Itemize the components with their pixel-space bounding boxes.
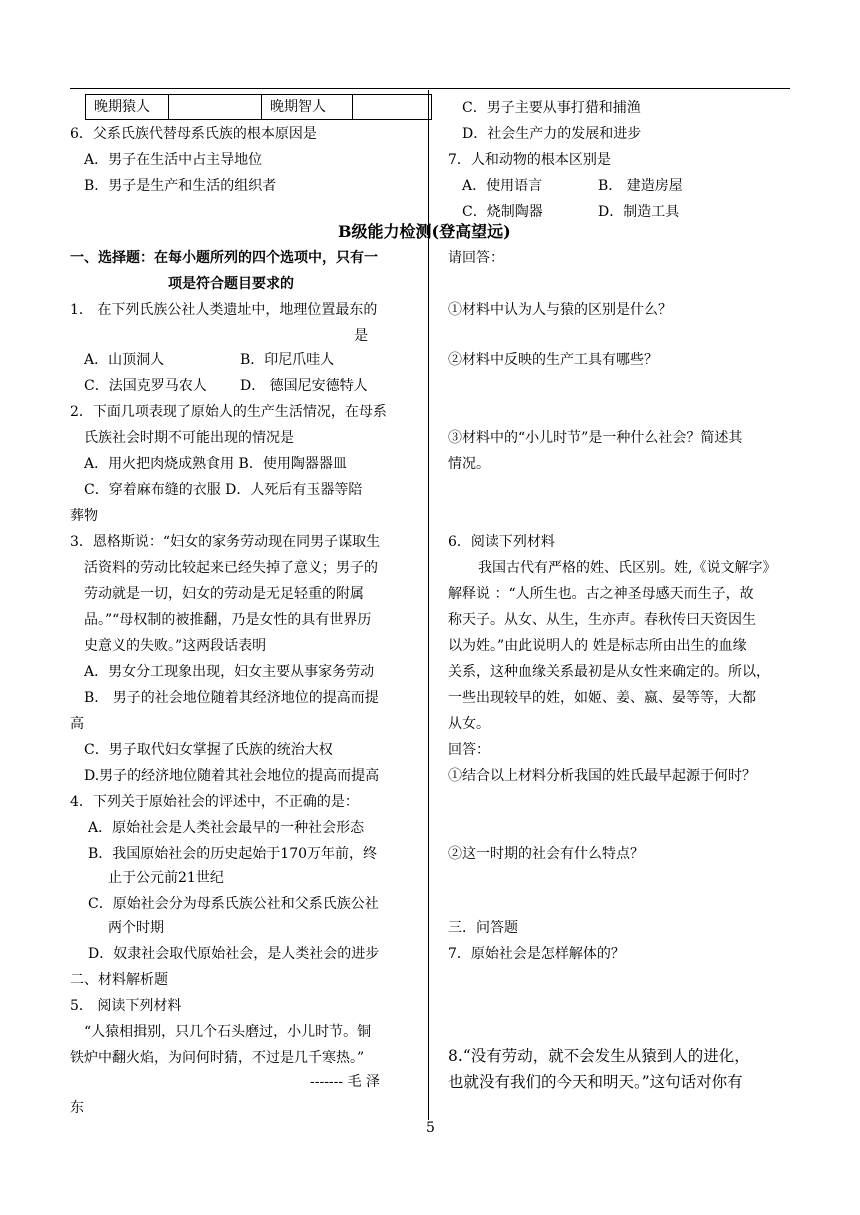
section-heading-2: 二、材料解析题 [70,972,168,988]
table-cell: 晚期猿人 [86,95,169,120]
option-b-cont: 止于公元前21世纪 [108,870,224,886]
option-a: A．原始社会是人类社会最早的一种社会形态 [88,820,365,836]
question-2-cont: 氏族社会时期不可能出现的情况是 [84,430,294,446]
option-a: A．男子在生活中占主导地位 [84,152,263,168]
question-6-2: ②这一时期的社会有什么特点？ [448,846,644,862]
section-title: B级能力检测(登高望远) [338,222,511,241]
option-a: A．山顶洞人 [84,352,165,368]
column-divider [428,90,429,1120]
option-c: C．原始社会分为母系氏族公社和父系氏族公社 [88,896,379,912]
option-b: B． 建造房屋 [598,178,683,194]
question-5-2: ②材料中反映的生产工具有哪些？ [448,352,658,368]
poem-signature: ------- 毛 泽 [310,1074,381,1090]
question-4: 4．下列关于原始社会的评述中，不正确的是： [70,794,359,810]
material-line: 称天子。从女、从生，生亦声。春秋传曰天资因生 [448,612,756,628]
options-cd-cont: 葬物 [70,508,98,524]
question-6-1: ①结合以上材料分析我国的姓氏最早起源于何时？ [448,768,756,784]
option-b: B．我国原始社会的历史起始于170万年前，终 [88,846,378,862]
option-b: B． 男子的社会地位随着其经济地位的提高而提 [84,690,379,706]
poem-line: “人猿相揖别，只几个石头磨过，小儿时节。铜 [84,1024,372,1040]
material-line: 解释说 ：“人所生也。古之神圣母感天而生子，故 [448,586,754,602]
table-cell: 晚期智人 [262,95,353,120]
option-b: B．印尼爪哇人 [240,352,335,368]
material-line: 关系，这种血缘关系最初是从女性来确定的。所以， [448,664,770,680]
poem-line: 铁炉中翻火焰，为问何时猜，不过是几千寒热。” [70,1050,365,1066]
option-b: B．男子是生产和生活的组织者 [84,178,277,194]
header-rule [70,88,790,89]
question-7: 7．人和动物的根本区别是 [448,152,611,168]
question-3-line: 品。”“母权制的被推翻，乃是女性的具有世界历 [84,612,372,628]
options-cd: C．穿着麻布缝的衣服 D．人死后有玉器等陪 [84,482,363,498]
question-3-line: 劳动就是一切，妇女的劳动是无足轻重的附属 [84,586,364,602]
prompt: 请回答： [448,250,504,266]
material-line: 我国古代有严格的姓、氏区别。姓,《说文解字》 [478,560,777,576]
question-6: 6．父系氏族代替母系氏族的根本原因是 [70,126,317,142]
poem-signature-cont: 东 [70,1100,84,1116]
question-5-3-cont: 情况。 [448,456,490,472]
section-heading: 一、选择题：在每小题所列的四个选项中，只有一 [70,250,378,266]
answer-label: 回答： [448,742,490,758]
options-ab: A．用火把肉烧成熟食用 B．使用陶器器皿 [84,456,347,472]
option-d: D．社会生产力的发展和进步 [462,126,642,142]
option-b-cont: 高 [70,716,84,732]
section-heading-3: 三．问答题 [448,920,518,936]
question-8: 8.“没有劳动，就不会发生从猿到人的进化， [448,1047,750,1065]
material-line: 以为姓。”由此说明人的 姓是标志所由出生的血缘 [448,638,747,654]
section-heading-cont: 项是符合题目要求的 [168,276,294,292]
option-a: A．使用语言 [462,178,543,194]
material-line: 一些出现较早的姓，如姬、姜、嬴、晏等等，大都 [448,690,756,706]
option-d: D．奴隶社会取代原始社会，是人类社会的进步 [88,946,380,962]
question-3-line: 史意义的失败。”这两段话表明 [84,638,267,654]
question-2: 2．下面几项表现了原始人的生产生活情况，在母系 [70,404,387,420]
question-5-3: ③材料中的“小儿时节”是一种什么社会？简述其 [448,430,743,446]
option-d: D．制造工具 [598,204,680,220]
option-c-cont: 两个时期 [108,920,164,936]
question-6: 6．阅读下列材料 [448,534,555,550]
question-8-cont: 也就没有我们的今天和明天。”这句话对你有 [448,1073,743,1091]
question-3: 3．恩格斯说：“妇女的家务劳动现在同男子谋取生 [70,534,381,550]
top-table [85,94,432,120]
material-line: 从女。 [448,716,490,732]
table-cell [169,95,262,120]
option-c: C．男子取代妇女掌握了氏族的统治大权 [84,742,333,758]
page-number: 5 [426,1120,435,1136]
question-1: 1． 在下列氏族公社人类遗址中，地理位置最东的 [70,302,378,318]
option-c: C．男子主要从事打猎和捕渔 [462,100,641,116]
question-5-1: ①材料中认为人与猿的区别是什么？ [448,302,672,318]
question-3-line: 活资料的劳动比较起来已经失掉了意义；男子的 [84,560,378,576]
table-row [86,95,432,120]
question-7: 7．原始社会是怎样解体的？ [448,946,625,962]
question-1-cont: 是 [354,328,368,344]
table-cell [353,95,432,120]
option-d: D． 德国尼安德特人 [240,378,368,394]
option-c: C．法国克罗马农人 [84,378,207,394]
option-c: C．烧制陶器 [462,204,543,220]
question-5: 5． 阅读下列材料 [70,998,182,1014]
option-a: A．男女分工现象出现，妇女主要从事家务劳动 [84,664,375,680]
option-d: D.男子的经济地位随着其社会地位的提高而提高 [84,768,380,784]
